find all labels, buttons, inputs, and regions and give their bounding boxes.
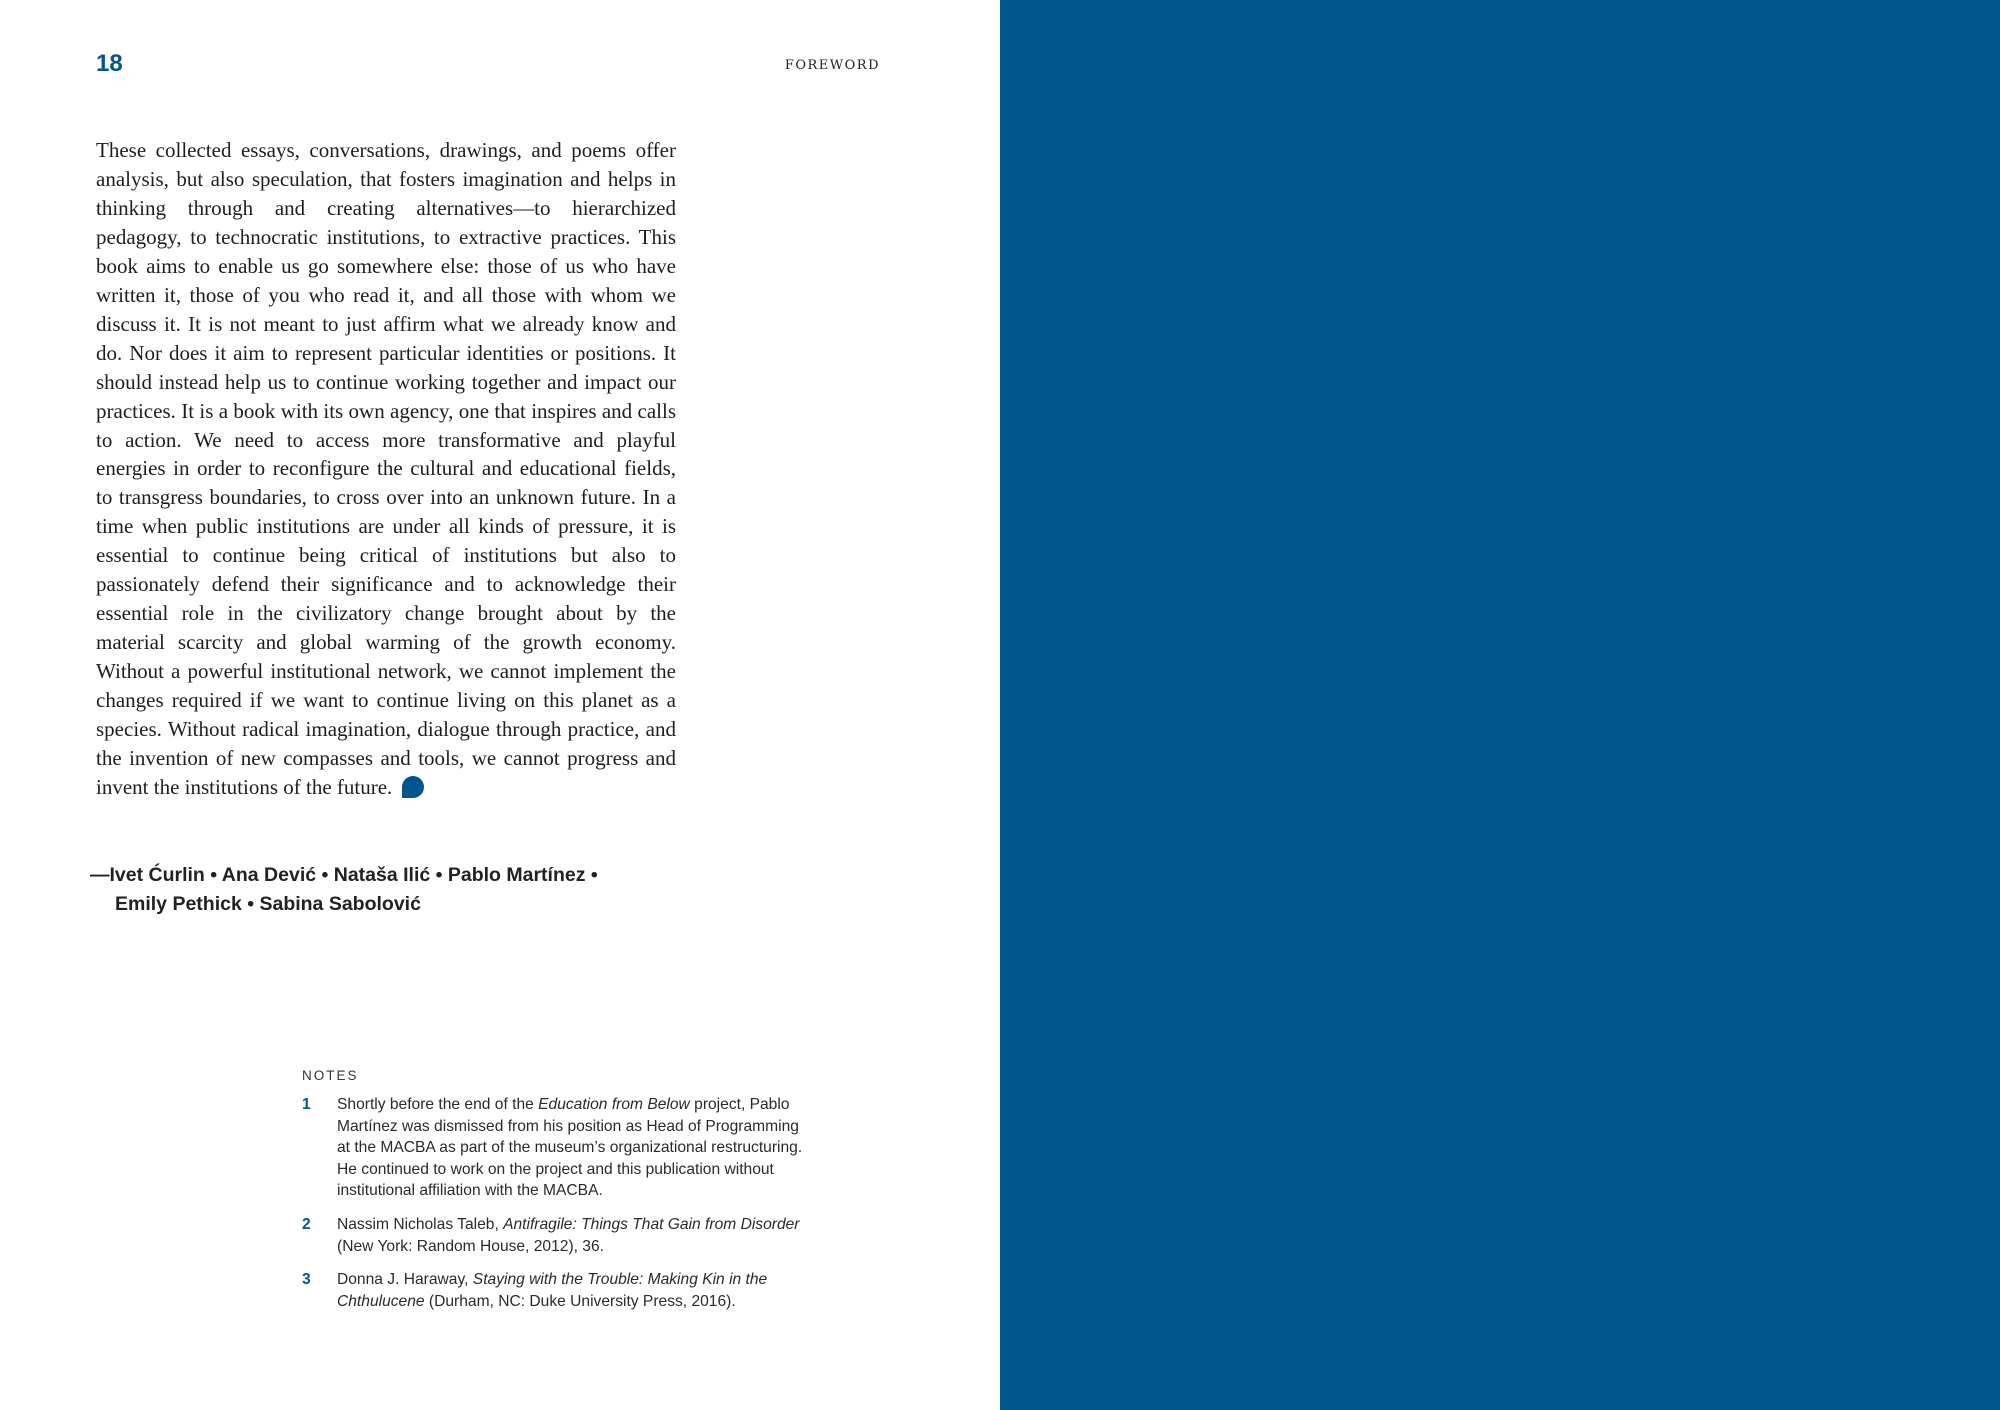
end-of-text-mark-icon xyxy=(402,776,424,798)
note-text: Shortly before the end of the xyxy=(337,1096,539,1113)
running-head: FOREWORD xyxy=(784,58,880,73)
note-title-italic: Antifragile: Things That Gain from Disorder xyxy=(503,1215,800,1233)
body-paragraph-text: These collected essays, conversations, drawings, and poems offer analysis, but also speculation, that fosters imagination and helps in thinking through and creating alternatives—to hierarchized pedagogy, to technocratic institutions, to extractive practices. This book aims to enable us go somewhere else: those of us who have written it, those of you who read it, and all those with whom we discuss it. It is not meant to just affirm what we already know and do. Nor does it aim to represent particular identities or positions. It should instead help us to continue working together and impact our practices. It is a book with its own agency, one that inspires and calls to action. We need to access more transformative and playful energies in order to reconfigure the cultural and educational fields, to transgress boundaries, to cross over into an unknown future. In a time when public institutions are under all kinds of pressure, it is essential to continue being critical of institutions but also to passionately defend their significance and to acknowledge their essential role in the civilizatory change brought about by the material scarcity and global warming of the growth economy. Without a powerful institutional network, we cannot implement the changes required if we want to continue living on this planet as a species. Without radical imagination, dialogue through practice, and the invention of new compasses and tools, we cannot progress and invent the institutions of the future. xyxy=(96,138,676,799)
note-line xyxy=(337,1094,882,1116)
note-line xyxy=(337,1269,882,1291)
note-line: at the MACBA as part of the museum’s organizational restructuring. xyxy=(337,1139,803,1157)
notes-section xyxy=(302,1068,882,1324)
note-line xyxy=(337,1291,882,1313)
notes-heading: NOTES xyxy=(302,1068,359,1083)
note-line xyxy=(337,1214,882,1236)
note-text: project, Pablo xyxy=(689,1096,790,1113)
note-title-italic: Staying with the Trouble: Making Kin in the xyxy=(472,1271,768,1289)
signature-line-1: —Ivet Ćurlin • Ana Dević • Nataša Ilić • Pablo Martínez • xyxy=(90,864,598,886)
note-number: 2 xyxy=(302,1215,311,1233)
note-title-italic: Education from Below xyxy=(538,1096,690,1113)
note-text: Nassim Nicholas Taleb, xyxy=(337,1215,504,1233)
note-text: Donna J. Haraway, xyxy=(337,1271,473,1289)
note-line: (New York: Random House, 2012), 36. xyxy=(337,1237,604,1255)
note-text: (Durham, NC: Duke University Press, 2016). xyxy=(424,1292,736,1310)
note-item xyxy=(302,1094,882,1202)
note-item xyxy=(302,1269,882,1312)
body-paragraph xyxy=(96,136,676,802)
note-line: Martínez was dismissed from his position as Head of Programming xyxy=(337,1117,799,1135)
note-number: 1 xyxy=(302,1096,311,1113)
right-page-color-field xyxy=(1000,0,2000,1410)
note-item xyxy=(302,1214,882,1257)
page-number: 18 xyxy=(96,50,123,77)
author-signature xyxy=(90,861,598,919)
note-number: 3 xyxy=(302,1271,311,1289)
signature-line-2: Emily Pethick • Sabina Sabolović xyxy=(115,893,421,915)
note-line: He continued to work on the project and this publication without xyxy=(337,1160,774,1178)
note-line: institutional affiliation with the MACBA. xyxy=(337,1182,603,1200)
note-title-italic: Chthulucene xyxy=(337,1292,425,1310)
